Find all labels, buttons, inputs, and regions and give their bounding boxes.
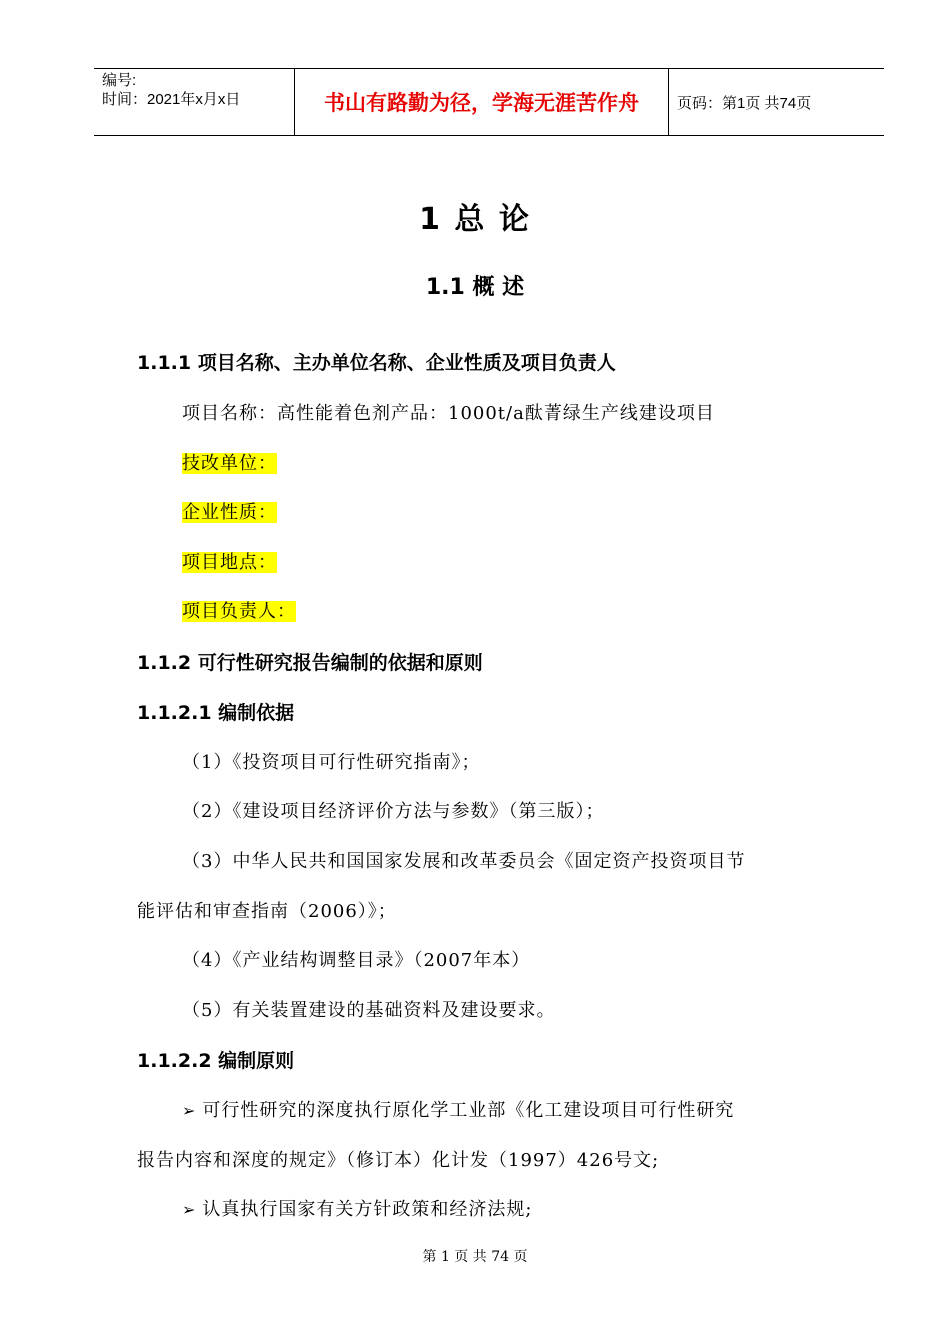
location-line <box>182 548 277 574</box>
bullet-arrow-icon: ➢ <box>182 1200 197 1219</box>
principle-text-2: 认真执行国家有关方针政策和经济法规; <box>202 1199 533 1220</box>
chapter-title: 1 总 论 <box>419 202 531 237</box>
principle-text-1: 可行性研究的深度执行原化学工业部《化工建设项目可行性研究 <box>202 1100 735 1121</box>
nature-label: 企业性质： <box>182 502 277 523</box>
header-motto: 书山有路勤为径，学海无涯苦作舟 <box>324 91 639 115</box>
basis-item-2: （2）《建设项目经济评价方法与参数》（第三版）； <box>182 801 605 822</box>
location-label: 项目地点： <box>182 552 277 573</box>
leader-line <box>182 597 296 623</box>
basis-item-5: （5）有关装置建设的基础资料及建设要求。 <box>182 1000 556 1021</box>
basis-item-4: （4）《产业结构调整目录》（2007年本） <box>182 950 531 971</box>
leader-label: 项目负责人： <box>182 601 296 622</box>
subsection-1-1-2-1: 1.1.2.1 编制依据 <box>137 702 295 724</box>
basis-item-3-cont: 能评估和审查指南（2006）》； <box>137 901 397 922</box>
principle-item-2 <box>182 1195 532 1221</box>
principle-item-1 <box>182 1096 734 1122</box>
page-footer: 第 1 页 共 74 页 <box>422 1249 528 1265</box>
header-table <box>94 68 884 136</box>
header-left-cell <box>102 71 296 109</box>
unit-line <box>182 449 277 475</box>
project-name-line: 项目名称：高性能着色剂产品：1000t/a酞菁绿生产线建设项目 <box>182 403 715 424</box>
number-label: 编号: <box>102 72 137 89</box>
header-page-info: 页码：第1页 共74页 <box>677 94 812 112</box>
bullet-arrow-icon: ➢ <box>182 1101 197 1120</box>
subsection-1-1-2-2: 1.1.2.2 编制原则 <box>137 1050 295 1072</box>
nature-line <box>182 498 277 524</box>
time-label: 时间：2021年x月x日 <box>102 91 241 108</box>
basis-item-1: （1）《投资项目可行性研究指南》； <box>182 752 481 773</box>
subsection-1-1-2: 1.1.2 可行性研究报告编制的依据和原则 <box>137 652 483 674</box>
subsection-1-1-1: 1.1.1 项目名称、主办单位名称、企业性质及项目负责人 <box>137 352 616 374</box>
section-title: 1.1 概 述 <box>425 275 525 300</box>
header-divider-2 <box>668 69 669 135</box>
principle-item-1-cont: 报告内容和深度的规定》（修订本）化计发（1997）426号文; <box>137 1150 660 1171</box>
basis-item-3: （3）中华人民共和国国家发展和改革委员会《固定资产投资项目节 <box>182 851 746 872</box>
unit-label: 技改单位： <box>182 453 277 474</box>
